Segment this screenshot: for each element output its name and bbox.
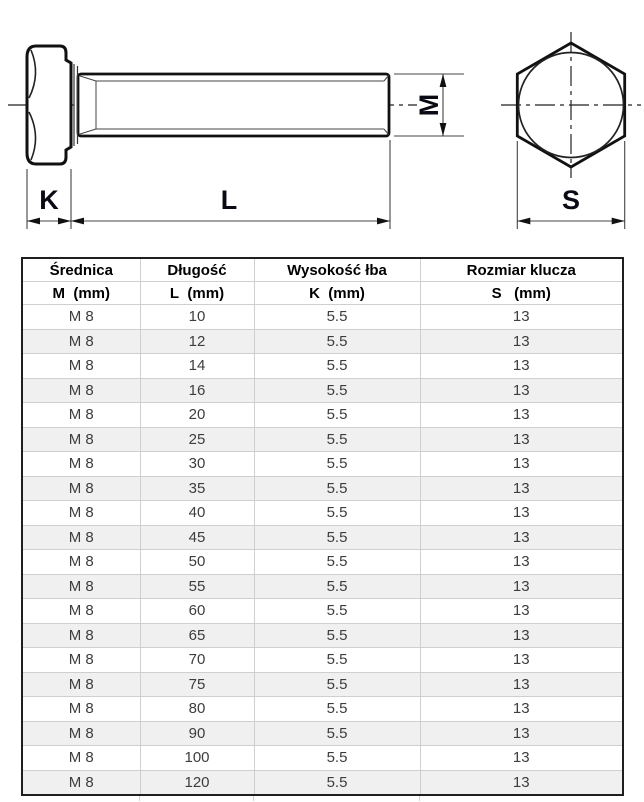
table-cell: 13 — [420, 746, 623, 771]
table-cell: 14 — [140, 354, 254, 379]
table-cell: 13 — [420, 329, 623, 354]
table-cell: M 8 — [22, 721, 140, 746]
spec-table-container — [21, 257, 624, 796]
table-cell: 65 — [140, 623, 254, 648]
table-cell: 5.5 — [254, 623, 420, 648]
table-cell: 5.5 — [254, 550, 420, 575]
table-row — [22, 550, 623, 575]
table-cell: 13 — [420, 599, 623, 624]
table-cell: 13 — [420, 427, 623, 452]
dimension-s — [517, 141, 624, 229]
header-group-row — [22, 258, 623, 282]
table-cell: M 8 — [22, 354, 140, 379]
table-row — [22, 305, 623, 330]
bolt-side-view — [8, 46, 464, 229]
table-cell: 75 — [140, 672, 254, 697]
table-cell: 5.5 — [254, 672, 420, 697]
dim-label-s: S — [561, 185, 581, 215]
table-row — [22, 378, 623, 403]
table-cell: 13 — [420, 305, 623, 330]
header-unit-k: K (mm) — [254, 282, 420, 305]
table-cell: 13 — [420, 770, 623, 795]
arrowhead-m-bottom — [440, 123, 447, 136]
table-cell: M 8 — [22, 329, 140, 354]
table-row — [22, 525, 623, 550]
table-header — [22, 258, 623, 305]
table-cell: M 8 — [22, 403, 140, 428]
bolt-dimensions-table — [21, 257, 624, 796]
table-cell: 5.5 — [254, 476, 420, 501]
table-cell: 5.5 — [254, 354, 420, 379]
table-row — [22, 697, 623, 722]
table-cell: 25 — [140, 427, 254, 452]
table-cell: 5.5 — [254, 427, 420, 452]
header-unit-row — [22, 282, 623, 305]
table-cell: 5.5 — [254, 403, 420, 428]
table-row — [22, 672, 623, 697]
table-cell: 13 — [420, 697, 623, 722]
table-cell: M 8 — [22, 550, 140, 575]
dimension-m — [394, 74, 464, 136]
table-cell: 35 — [140, 476, 254, 501]
table-cell: 90 — [140, 721, 254, 746]
table-cell: M 8 — [22, 623, 140, 648]
table-cell: M 8 — [22, 378, 140, 403]
table-cell: 12 — [140, 329, 254, 354]
table-cell: 45 — [140, 525, 254, 550]
table-cell: 5.5 — [254, 746, 420, 771]
bolt-shaft-outline — [78, 74, 389, 136]
table-cell: 13 — [420, 452, 623, 477]
table-cell: 13 — [420, 550, 623, 575]
table-cell: M 8 — [22, 476, 140, 501]
table-cell: M 8 — [22, 452, 140, 477]
table-cell: M 8 — [22, 599, 140, 624]
table-cell: 100 — [140, 746, 254, 771]
table-cell: 40 — [140, 501, 254, 526]
table-row — [22, 354, 623, 379]
grid-stub-3 — [419, 796, 420, 801]
header-head-height: Wysokość łba — [254, 258, 420, 282]
table-cell: 55 — [140, 574, 254, 599]
table-cell: 13 — [420, 403, 623, 428]
table-cell: M 8 — [22, 697, 140, 722]
table-row — [22, 329, 623, 354]
table-row — [22, 648, 623, 673]
header-wrench-size: Rozmiar klucza — [420, 258, 623, 282]
table-cell: M 8 — [22, 427, 140, 452]
table-cell: 50 — [140, 550, 254, 575]
table-cell: 13 — [420, 574, 623, 599]
table-cell: 5.5 — [254, 574, 420, 599]
table-cell: M 8 — [22, 305, 140, 330]
header-diameter: Średnica — [22, 258, 140, 282]
table-cell: 20 — [140, 403, 254, 428]
table-cell: 30 — [140, 452, 254, 477]
table-cell: 13 — [420, 721, 623, 746]
table-cell: M 8 — [22, 501, 140, 526]
header-unit-m: M (mm) — [22, 282, 140, 305]
header-length: Długość — [140, 258, 254, 282]
table-row — [22, 746, 623, 771]
table-row — [22, 770, 623, 795]
table-row — [22, 427, 623, 452]
dim-label-k: K — [39, 185, 59, 215]
table-cell: 13 — [420, 623, 623, 648]
arrowhead-s-left — [517, 218, 530, 225]
table-cell: 13 — [420, 672, 623, 697]
table-cell: 5.5 — [254, 452, 420, 477]
table-cell: 5.5 — [254, 329, 420, 354]
table-cell: 70 — [140, 648, 254, 673]
table-cell: 10 — [140, 305, 254, 330]
arrowhead-s-right — [612, 218, 625, 225]
header-unit-l: L (mm) — [140, 282, 254, 305]
grid-stub-2 — [253, 796, 254, 801]
dim-label-m: M — [414, 93, 444, 117]
table-cell: 5.5 — [254, 770, 420, 795]
table-cell: 13 — [420, 354, 623, 379]
table-cell: 5.5 — [254, 378, 420, 403]
table-cell: M 8 — [22, 525, 140, 550]
table-cell: 5.5 — [254, 525, 420, 550]
arrowhead-l-right — [377, 218, 390, 225]
arrowhead-m-top — [440, 74, 447, 87]
arrowhead-k-left — [27, 218, 40, 225]
table-cell: 5.5 — [254, 305, 420, 330]
table-row — [22, 501, 623, 526]
grid-stub-1 — [139, 796, 140, 801]
table-row — [22, 721, 623, 746]
dimension-k-l — [27, 140, 390, 229]
table-cell: M 8 — [22, 746, 140, 771]
table-row — [22, 574, 623, 599]
bolt-technical-drawing — [0, 0, 644, 250]
table-row — [22, 476, 623, 501]
table-row — [22, 599, 623, 624]
table-cell: M 8 — [22, 770, 140, 795]
table-row — [22, 403, 623, 428]
table-cell: 120 — [140, 770, 254, 795]
table-cell: M 8 — [22, 574, 140, 599]
table-cell: M 8 — [22, 672, 140, 697]
arrowhead-l-left — [71, 218, 84, 225]
table-cell: 13 — [420, 378, 623, 403]
spec-table-body — [22, 305, 623, 796]
bolt-end-view — [501, 32, 641, 229]
header-unit-s: S (mm) — [420, 282, 623, 305]
table-cell: 80 — [140, 697, 254, 722]
table-cell: 13 — [420, 476, 623, 501]
dim-label-l: L — [220, 185, 238, 215]
table-cell: 5.5 — [254, 648, 420, 673]
table-cell: 5.5 — [254, 697, 420, 722]
table-cell: 13 — [420, 525, 623, 550]
table-cell: 13 — [420, 648, 623, 673]
table-cell: 5.5 — [254, 721, 420, 746]
table-cell: 60 — [140, 599, 254, 624]
table-cell: 5.5 — [254, 501, 420, 526]
bolt-head-outline — [27, 46, 71, 164]
table-row — [22, 452, 623, 477]
table-cell: 13 — [420, 501, 623, 526]
table-cell: 16 — [140, 378, 254, 403]
table-cell: M 8 — [22, 648, 140, 673]
arrowhead-k-right — [58, 218, 71, 225]
table-row — [22, 623, 623, 648]
table-cell: 5.5 — [254, 599, 420, 624]
